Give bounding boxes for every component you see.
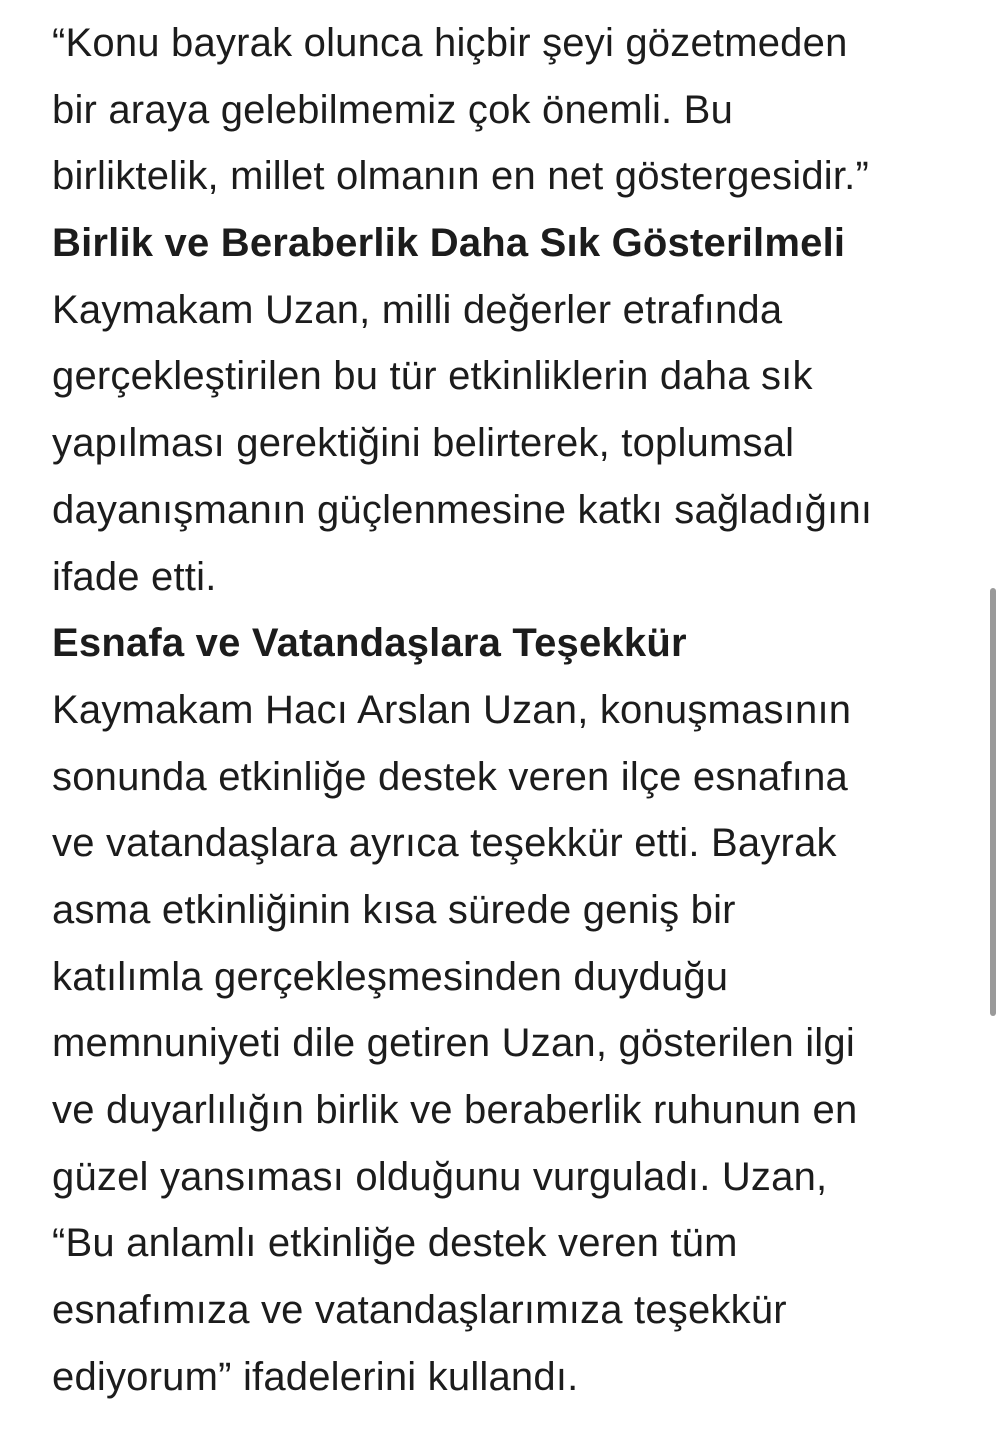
paragraph-line: dayanışmanın güçlenmesine katkı sağladığını bbox=[52, 487, 873, 532]
paragraph-line: “Bu anlamlı etkinliğe destek veren tüm bbox=[52, 1221, 738, 1266]
paragraph-line: ve duyarlılığın birlik ve beraberlik ruhunun en bbox=[52, 1088, 858, 1132]
paragraph-line: yapılması gerektiğini belirterek, toplumsal bbox=[52, 421, 795, 466]
paragraph-line: Kaymakam Uzan, milli değerler etrafında bbox=[52, 287, 783, 332]
section-heading-thanks bbox=[52, 610, 952, 677]
vertical-scrollbar[interactable] bbox=[986, 0, 1000, 1448]
paragraph-line: ifade etti. bbox=[52, 554, 217, 599]
quote-line: “Konu bayrak olunca hiçbir şeyi gözetmeden bbox=[52, 21, 848, 65]
paragraph-line: Kaymakam Hacı Arslan Uzan, konuşmasının bbox=[52, 687, 852, 732]
paragraph-line: katılımla gerçekleşmesinden duyduğu bbox=[52, 954, 729, 999]
paragraph-line: memnuniyeti dile getiren Uzan, gösterilen ilgi bbox=[52, 1021, 855, 1066]
paragraph-line: sonunda etkinliğe destek veren ilçe esnafına bbox=[52, 754, 848, 799]
paragraph-line: gerçekleştirilen bu tür etkinliklerin daha sık bbox=[52, 354, 813, 399]
scrollbar-thumb[interactable] bbox=[990, 588, 996, 1016]
paragraph-line: ediyorum” ifadelerini kullandı. bbox=[52, 1354, 579, 1399]
paragraph-unity bbox=[52, 277, 952, 610]
paragraph-line: asma etkinliğinin kısa sürede geniş bir bbox=[52, 887, 736, 932]
quote-line: bir araya gelebilmemiz çok önemli. Bu bbox=[52, 87, 734, 132]
paragraph-thanks bbox=[52, 677, 952, 1411]
quote-paragraph bbox=[52, 10, 952, 210]
article-body bbox=[52, 10, 952, 1410]
paragraph-line: ve vatandaşlara ayrıca teşekkür etti. Bayrak bbox=[52, 821, 837, 866]
heading-text: Esnafa ve Vatandaşlara Teşekkür bbox=[52, 621, 687, 666]
section-heading-unity bbox=[52, 210, 952, 277]
paragraph-line: esnafımıza ve vatandaşlarımıza teşekkür bbox=[52, 1288, 787, 1333]
heading-text: Birlik ve Beraberlik Daha Sık Gösterilmeli bbox=[52, 221, 846, 266]
paragraph-line: güzel yansıması olduğunu vurguladı. Uzan, bbox=[52, 1154, 828, 1199]
quote-line: birliktelik, millet olmanın en net göstergesidir.” bbox=[52, 154, 870, 199]
